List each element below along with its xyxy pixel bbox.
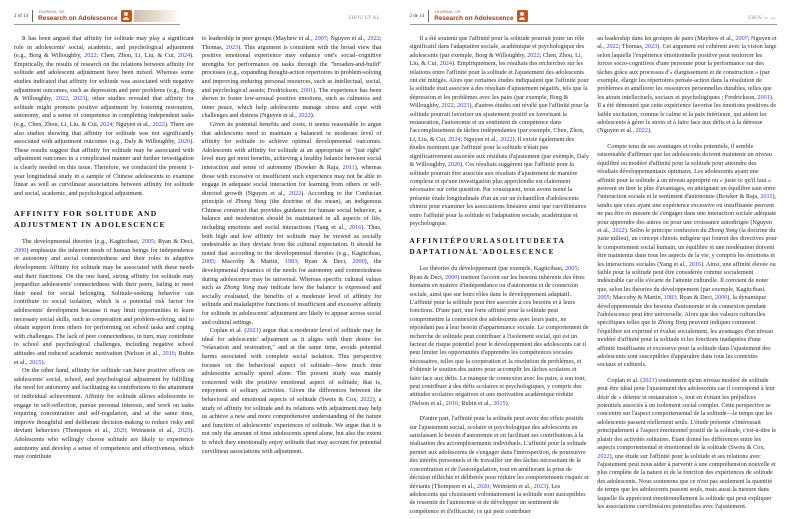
body-paragraph: It has been argued that affinity for solitude may play a significant role in adolescents' social, academic, and psychological adjustment (e.g., Borg & Willoughby, 2022; Chen, Zhou, Li, Liu, & Cui, 2024). Empirically, the results of research on the relations between affinity for solitude and adolescent adjustment have been mixed. Whereas some studies indicated that affinity for solitude was associated with negative adjustment outcomes, such as depression and peer problems (e.g., Borg & Willoughby, 2022, 2023), other studies revealed that affinity for solitude might promote positive adjustment by fostering restoration, autonomy, and a sense of competence in completing independent tasks (e.g., Chen, Zhou, Li, Liu, & Cui, 2024; Nguyen et al., 2022). There are also studies showing that affinity for solitude was not significantly associated with adjustment outcomes (e.g., Daly & Willoughby, 2020). These results suggest that affinity for solitude may be associated with adjustment outcomes in a complicated manner and further investigation is clearly needed on this issue. Therefore, we conducted the present 1-year longitudinal study in a sample of Chinese adolescents to examine linear as well as curvilinear associations between affinity for solitude and social, academic, and psychological adjustment. [14, 35, 194, 197]
body-paragraph: On the other hand, affinity for solitude can have positive effects on adolescents' social, school, and psychological adjustment by fulfilling the need for autonomy and facilitating its contributions to the attainment of individual achievement. Affinity for solitude allows adolescents to engage in self-reflection, pursue personal interests, and work on tasks requiring concentration and self-regulation, and at the same time, improve thoughtful and deliberate decision-making to reduce risky and deviant behaviors (Thompson et al., 2020; Weinstein et al., 2023). Adolescents who willingly choose solitude are likely to experience autonomy and develop a sense of competence and effectiveness, which may contribute [14, 367, 194, 461]
page-header [410, 10, 778, 30]
body-paragraph: Coplan et al. (2021) soutiennent qu'un niveau modéré de solitude peut être idéal pour l'ajustement des adolescents car il correspond à leur désir de « détente et restauration », tout en évitant les préjudices potentiels associés à un isolement social complet. Cette perspective se concentre sur l'aspect comportemental de la solitude—le temps que les adolescents passent réellement seuls. L'étude présente s'intéressait principalement à l'aspect émotionnel positif de la solitude, c'est-à-dire le plaisir des activités solitaires. Étant donné les différences entre les aspects comportemental et émotionnel de la solitude (Swets & Cox, 2022), une étude sur l'affinité pour la solitude et ses relations avec l'ajustement peut nous aider à parvenir à une compréhension nouvelle et plus complète de la nature et de la fonction des expériences de solitude des adolescents. Nous soutenons que ce n'est pas seulement la quantité de temps que les adolescents passent seuls, mais aussi la mesure dans laquelle ils apprécient émotionnellement la solitude qui peut expliquer les associations curvilinéaires potentielles avec l'ajustement. [597, 376, 777, 510]
journal-kicker: JOURNAL OF [434, 10, 461, 15]
running-head: ZHOU et al. [748, 16, 777, 21]
body-paragraph: The developmental theories (e.g., Kagitcibasi, 2005; Ryan & Deci, 2000) emphasize the inherent needs of human beings for independence or autonomy and social connectedness and their roles in adaptive development. Affinity for solitude may be associated with these needs and their functions. On the one hand, strong affinity for solitude may jeopardize adolescents' connectedness with their peers, failing to meet their need for social belonging. Solitude-seeking behavior can contribute to social isolation, which is a potential risk factor for adolescents' development because it may limit opportunities to learn necessary social skills, such as cooperation and problem-solving, and to obtain support from others for performing on school tasks and coping with challenges. The lack of peer connectedness, in turn, may contribute to school and psychological challenges, including negative school attitudes and reduced academic motivation (Nelson et al., 2016; Rubin et al., 2015). [14, 238, 194, 366]
journal-kicker: JOURNAL OF [38, 10, 65, 15]
body-paragraph: Compte tenu de ses avantages et coûts potentiels, il semble raisonnable d'affirmer que les adolescents doivent maintenir un niveau équilibré ou modéré d'affinité pour la solitude pour atteindre des résultats développementaux optimaux. Les adolescents ayant une affinité pour la solitude à un niveau approprié ou « juste ce qu'il faut » peuvent en tirer le plus d'avantages, en atteignant un équilibre sain entre l'interaction sociale et le sentiment d'autonomie (Bowker & Raja, 2011), tandis que ceux ayant une expérience excessive ou insuffisante peuvent ne pas être en mesure de s'engager dans une interaction sociale adéquate pour apprendre des autres ou pour une croissance autodirigée (Nguyen et al., 2022). Selon le principe confucéen du Zhong Yong (la doctrine du juste milieu), un concept chinois indigène qui fournit des directives pour le comportement social humain, un équilibre et une modération doivent être maintenus dans tous les aspects de la vie, y compris les émotions et les interactions sociales (Yang et al., 2016). Ainsi, une affinité élevée ou faible pour la solitude peut être considérée comme socialement indésirable car elle s'écarte de l'attente culturelle. Il convient de noter que, selon les théories du développement (par exemple, Kagitcibasi, 2005; Maccoby & Martin, 1983; Ryan & Deci, 2000), la dynamique développementale des besoins d'autonomie et de connexion pendant l'adolescence peut être universelle. Alors que des valeurs culturelles spécifiques telles que le Zhong Yong peuvent indiquer comment l'équilibre est exprimé et évalué socialement, les avantages d'un niveau modéré d'affinité pour la solitude et les fonctions inadaptées d'une affinité insuffisante et excessive pour la solitude dans l'ajustement des adolescents sont susceptibles d'apparaître dans tous les contextes sociaux et culturels. [597, 142, 777, 369]
text-column-1 [14, 35, 194, 462]
page-body [14, 35, 382, 462]
text-column-2 [202, 35, 382, 462]
page-body [410, 35, 778, 519]
page-header [14, 10, 382, 30]
journal-logo-icon [121, 10, 132, 22]
page-number: 2 de 14 [409, 13, 425, 19]
journal-banner [14, 10, 180, 25]
running-head: ZHOU ET AL. [348, 16, 382, 21]
journal-name-block [434, 10, 513, 22]
page-number: 2 of 14 [14, 13, 29, 19]
body-paragraph: Il a été soutenu que l'affinité pour la solitude pourrait jouer un rôle significatif dans l'adaptation sociale, académique et psychologique des adolescents (par exemple, Borg & Willoughby, 2022; Chen, Zhou, Li, Liu, & Cui, 2024). Empiriquement, les résultats des recherches sur les relations entre l'affinité pour la solitude et l'ajustement des adolescents ont été mitigés. Alors que certaines études indiquaient que l'affinité pour la solitude était associée à des résultats d'ajustement négatifs, tels que la dépression et les problèmes avec les pairs (par exemple, Borg & Willoughby, 2022, 2023), d'autres études ont révélé que l'affinité pour la solitude pourrait favoriser un ajustement positif en favorisant la restauration, l'autonomie et un sentiment de compétence dans l'accomplissement de tâches indépendantes (par exemple, Chen, Zhou, Li, Liu, & Cui, 2024; Nguyen et al., 2022). Il existe également des études montrant que l'affinité pour la solitude n'était pas significativement associée aux résultats d'ajustement (par exemple, Daly & Willoughby, 2020). Ces résultats suggèrent que l'affinité pour la solitude pourrait être associée aux résultats d'ajustement de manière complexe et qu'une investigation plus approfondie est clairement nécessaire sur cette question. Par conséquent, nous avons mené la présente étude longitudinale d'un an sur un échantillon d'adolescents chinois pour examiner les associations linéaires ainsi que curvilinéaires entre l'affinité pour la solitude et l'adaptation sociale, académique et psychologique. [409, 35, 589, 227]
text-column-1 [410, 35, 590, 519]
body-paragraph: Les théories du développement (par exemple, Kagitcibasi, 2005; Ryan & Deci, 2000) mettent l'accent sur les besoins inhérents des êtres humains en matière d'indépendance ou d'autonomie et de connexion sociale, ainsi que sur leurs rôles dans le développement adaptatif. L'affinité pour la solitude peut être associée à ces besoins et à leurs fonctions. D'une part, une forte affinité pour la solitude peut compromettre la connexion des adolescents avec leurs pairs, ne répondant pas à leur besoin d'appartenance sociale. Le comportement de recherche de solitude peut contribuer à l'isolement social, qui est un facteur de risque potentiel pour le développement des adolescents car il peut limiter les opportunités d'apprendre les compétences sociales nécessaires, telles que la coopération et la résolution de problèmes, et d'obtenir le soutien des autres pour accomplir les tâches scolaires et faire face aux défis. Le manque de connexion avec les pairs, à son tour, peut contribuer à des défis scolaires et psychologiques, y compris des attitudes scolaires négatives et une motivation académique réduite (Nelson et al., 2016; Rubin et al., 2015). [409, 265, 589, 407]
banner-gradient-bar [134, 10, 180, 22]
journal-logo-icon [517, 10, 528, 22]
journal-banner [410, 10, 778, 25]
body-paragraph: Given its potential benefits and costs, it seems reasonable to argue that adolescents need to maintain a balanced or moderate level of affinity for solitude to achieve optimal developmental outcomes. Adolescents with affinity for solitude at an appropriate or "just right" level may get most benefits, achieving a healthy balance between social interaction and sense of autonomy (Bowker & Raja, 2011), whereas those with excessive or insufficient such experience may not be able to engage in adequate social interaction for learning from others or self-directed growth (Nguyen et al., 2022). According to the Confucian principle of Zhong Yong (the doctrine of the mean), an indigenous Chinese construct that provides guidance for human social behavior, a balance and moderation should be maintained in all aspects of life, including emotions and social interactions (Yang et al., 2016). Thus, both high and low affinity for solitude may be viewed as socially undesirable as they deviate from the cultural expectation. It should be noted that according to the developmental theories (e.g., Kagitcibasi, 2005; Maccoby & Martin, 1983; Ryan & Deci, 2000), the developmental dynamics of the needs for autonomy and connectedness during adolescence may be universal. Whereas specific cultural values such as Zhong Yong may indicate how the balance is expressed and socially evaluated, the benefits of a moderate level of affinity for solitude and maladaptive functions of insufficient and excessive affinity for solitude in adolescents' adjustment are likely to appear across social and cultural settings. [201, 120, 382, 326]
paper-page-french [396, 0, 791, 519]
header-divider [428, 10, 429, 22]
text-column-2 [597, 35, 777, 519]
journal-title: Research on Adolescence [434, 14, 514, 22]
body-paragraph: D'autre part, l'affinité pour la solitude peut avoir des effets positifs sur l'ajustement social, scolaire et psychologique des adolescents en satisfaisant le besoin d'autonomie et en facilitant ses contributions à la réalisation des accomplissements individuels. L'affinité pour la solitude permet aux adolescents de s'engager dans l'introspection, de poursuivre des intérêts personnels et de travailler sur des tâches nécessitant de la concentration et de l'autorégulation, tout en améliorant la prise de décision réfléchie et délibérée pour réduire les comportements risqués et déviants (Thompson et al., 2020; Weinstein et al., 2023). Les adolescents qui choisissent volontairement la solitude sont susceptibles de ressentir de l'autonomie et de développer un sentiment de compétence et d'efficacité, ce qui peut contribuer [409, 415, 589, 515]
section-heading: AFFINITÉPOURLASOLITUDEETA DAPTATIONÀL'ADOLESCENCE [409, 237, 566, 256]
section-heading: AFFINITY FOR SOLITUDE AND ADJUSTMENT IN ADOLESCENCE [14, 209, 166, 229]
body-paragraph: to leadership in peer groups (Mayhew et al., 2007; Nguyen et al., 2022; Thomas, 2023). This argument is consistent with the broad view that positive emotional experience may enhance one's social–cognitive strengths for performance on tasks through the "broaden-and-build" processes (e.g., expanding thought-action repertoires in problem-solving and improving enduring personal resources, such as intellectual, social, and psychological assets; Fredrickson, 2001). The experience has been shown to foster low-arousal positive emotions, such as calmness and inner peace, which help adolescents manage stress and cope with challenges and distress (Nguyen et al., 2022). [201, 35, 382, 120]
header-divider [32, 10, 33, 22]
body-paragraph: au leadership dans les groupes de pairs (Mayhew et al., 2007; Nguyen et al., 2022; Thomas, 2023). Cet argument est cohérent avec la vision large selon laquelle l'expérience émotionnelle positive peut renforcer les forces socio-cognitives d'une personne pour la performance sur des tâches grâce aux processus d'« élargissement et de construction » (par exemple, élargir les répertoires pensée-action dans la résolution de problèmes et améliorer les ressources personnelles durables, telles que les atouts intellectuels, sociaux et psychologiques ; Fredrickson, 2001). Il a été démontré que cette expérience favorise les émotions positives de faible excitation, comme le calme et la paix intérieure, qui aident les adolescents à gérer le stress et à faire face aux défis et à la détresse (Nguyen et al., 2022). [597, 35, 777, 135]
journal-name-block [38, 10, 117, 22]
journal-title: Research on Adolescence [38, 14, 118, 22]
body-paragraph: Coplan et al. (2021) argue that a moderate level of solitude may be ideal for adolescents' adjustment as it aligns with their desire for "relaxation and restoration," and at the same time, avoids potential harms associated with complete social isolation. This perspective focuses on the behavioral aspect of solitude—how much time adolescents actually spend alone. The present study was mainly concerned with the positive emotional aspect of solitude, that is, enjoyment of solitary activities. Given the differences between the behavioral and emotional aspects of solitude (Swets & Cox, 2022), a study of affinity for solitude and its relations with adjustment may help us achieve a new and more comprehensive understanding of the nature and function of adolescents' experiences of solitude. We argue that it is not only the amount of time adolescents spend alone, but also the extent to which they emotionally enjoy solitude that may account for potential curvilinear associations with adjustment. [201, 327, 382, 455]
